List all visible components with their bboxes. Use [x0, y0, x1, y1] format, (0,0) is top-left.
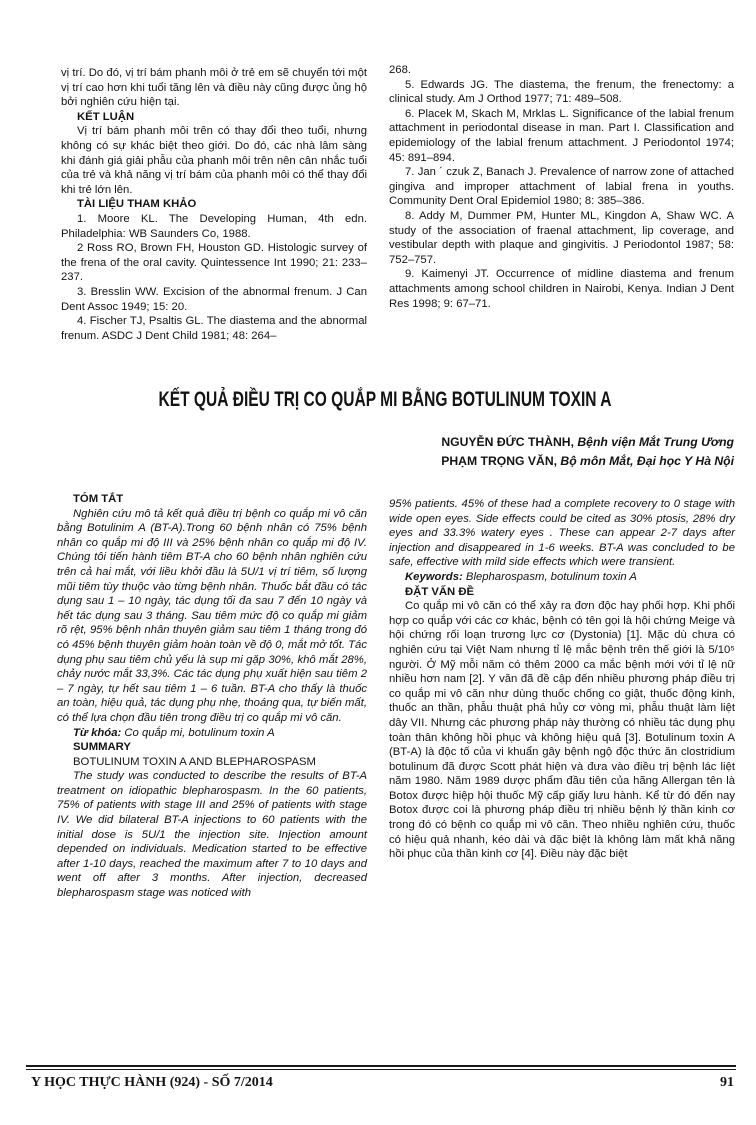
author-affiliation: Bộ môn Mắt, Đại học Y Hà Nội [560, 454, 734, 468]
reference-item: 4. Fischer TJ, Psaltis GL. The diastema and the abnormal frenum. ASDC J Dent Child 1981; 48: 264– [61, 315, 367, 342]
conclusion-text: Vị trí bám phanh môi trên có thay đổi theo tuổi, nhưng không có sự khác biệt theo giới. Do đó, các nhà lâm sàng khi đánh giá giải phẫu của phanh môi trên nên cân nhắc tuổi của trẻ và khả năng vị trí bám của phanh môi có thể thay đổi khi trẻ lớn lên. [61, 125, 367, 196]
reference-item: 9. Kaimenyi JT. Occurrence of midline diastema and frenum attachments among school children in Nairobi, Kenya. Indian J Dent Res 1998; 9: 67–71. [389, 268, 734, 310]
keywords-label: Keywords: [405, 570, 463, 583]
article-left-column [57, 492, 367, 901]
article-authors [380, 433, 734, 471]
keywords-value: Blepharospasm, botulinum toxin A [462, 570, 637, 583]
previous-article-left-column [61, 66, 367, 343]
author-name: NGUYỄN ĐỨC THÀNH, [441, 435, 574, 449]
author-affiliation: Bệnh viện Mắt Trung Ương [577, 435, 734, 449]
reference-item: 1. Moore KL. The Developing Human, 4th edn. Philadelphia: WB Saunders Co, 1988. [61, 212, 367, 240]
author-line [380, 433, 734, 452]
previous-article-right-column [389, 63, 734, 311]
page-number: 91 [720, 1075, 734, 1090]
reference-item: 268. [389, 64, 411, 76]
reference-item: 6. Placek M, Skach M, Mrklas L. Significance of the labial frenum attachment in periodontal disease in man. Part I. Classification and epidemiology of the labial frenum attachment. J Periodontol 1974; 45: 891–894. [389, 107, 734, 164]
abstract-en-text: The study was conducted to describe the results of BT-A treatment on idiopathic blepharospasm. In the 60 patients, 75% of patients with stage III and 25% of patients with stage IV. We did bilateral BT-A injections to 60 patients with the initial dose is 5U/1 the injection site. Injection amount depended on individuals. Medication started to be effective after 1-10 days, reached the maximum after 7 to 10 days and went off after 3 months. After injection, decreased blepharospasm stage was noticed with [57, 770, 367, 900]
abstract-vi-heading: TÓM TẮT [73, 493, 124, 505]
conclusion-heading: KẾT LUẬN [77, 110, 135, 123]
keywords-label: Từ khóa: [73, 726, 122, 739]
article-title: KẾT QUẢ ĐIỀU TRỊ CO QUẮP MI BẰNG BOTULINUM TOXIN A [158, 388, 612, 411]
introduction-heading: ĐẶT VẤN ĐỀ [405, 585, 475, 598]
abstract-en-text-continued: 95% patients. 45% of these had a complete recovery to 0 stage with wide open eyes. Side effects could be cited as 30% ptosis, 28% dry eyes and 33.3% watery eyes . These can appear 2-7 days after injection and disappeared in 1-6 weeks. BT-A was concluded to be safe, effective with mild side effects which were transient. [389, 498, 735, 569]
reference-item: 7. Jan ´ czuk Z, Banach J. Prevalence of narrow zone of attached gingiva and improper attachment of labial frena in youths. Community Dent Oral Epidemiol 1980; 8: 385–386. [389, 166, 734, 208]
summary-subheading: BOTULINUM TOXIN A AND BLEPHAROSPASM [73, 755, 316, 768]
reference-item: 2 Ross RO, Brown FH, Houston GD. Histologic survey of the frena of the oral cavity. Quintessence Int 1990; 21: 233–237. [61, 242, 367, 284]
abstract-vi-keywords [57, 726, 367, 741]
reference-item: 5. Edwards JG. The diastema, the frenum, the frenectomy: a clinical study. Am J Orthod 1977; 71: 489–508. [389, 78, 734, 106]
reference-item: 3. Bresslin WW. Excision of the abnormal frenum. J Can Dent Assoc 1949; 15: 20. [61, 285, 367, 313]
author-name: PHẠM TRỌNG VĂN, [441, 454, 558, 468]
introduction-text: Co quắp mi vô căn có thể xảy ra đơn độc hay phối hợp. Khi phối hợp co quắp với các cơ khác, bệnh có tên gọi là hội chứng Meige và hội chứng rối loạn trương lực cơ (Dystonia) [1]. Mặc dù chưa có nghiên cứu tại Việt Nam nhưng tỉ lệ mắc bệnh trên thế giới là 5/10⁵ người. Ở Mỹ mỗi năm có thêm 2000 ca mắc bệnh mới với tỉ lệ nữ nhiều hơn nam [2]. Y văn đã đề cập đến nhiều phương pháp điều trị co quắp mi vô căn như dùng thuốc chống co giật, thuốc động kinh, thuốc an thần, phẫu thuật phá hủy cơ vòng mi, phẫu thuật làm liệt dây VII. Nhưng các phương pháp này thường có nhiều tác dụng phụ toàn thân không hồi phục và không hiệu quả [3]. Botulinum toxin A (BT-A) là độc tố của vi khuẩn gây bệnh ngộ độc thức ăn clostridium botulinum đã được Scott phát hiện và đưa vào điều trị bệnh lác liệt năm 1980. Năm 1989 dược phẩm đầu tiên của hãng Allergan tên là Botox được hiệp hội thuốc Mỹ cấp giấy lưu hành. Kể từ đó đến nay Botox được coi là phương pháp điều trị nhiều bệnh lý thần kinh cơ trong đó có bệnh co quắp mi vô căn. Theo nhiều nghiên cứu, thuốc có hiệu quả nhanh, kéo dài và đặc biệt là không làm mất khả năng hồi phục của thần kinh cơ [4]. Điều này đặc biệt [389, 600, 735, 861]
article-right-column [389, 497, 735, 862]
author-line [380, 452, 734, 471]
reference-item: 8. Addy M, Dummer PM, Hunter ML, Kingdon A, Shaw WC. A study of the association of fraenal attachment, lip coverage, and vestibular depth with plaque and gingivitis. J Periodontol 1987; 58: 752–757. [389, 209, 734, 266]
previous-article-discussion-end: vị trí. Do đó, vị trí bám phanh môi ở trẻ em sẽ chuyển tới một vị trí cao hơn khi tuổi tăng lên và điều này cũng được ủng hộ bởi nghiên cứu hiện tại. [61, 67, 367, 109]
summary-heading: SUMMARY [73, 741, 131, 754]
footer-rule [26, 1065, 736, 1067]
footer-rule-thin [26, 1069, 736, 1070]
journal-footer: Y HỌC THỰC HÀNH (924) - SỐ 7/2014 [31, 1075, 273, 1090]
abstract-en-keywords [389, 570, 735, 585]
keywords-value: Co quắp mi, botulinum toxin A [121, 726, 275, 739]
references-heading: TÀI LIỆU THAM KHẢO [77, 198, 197, 211]
abstract-vi-text: Nghiên cứu mô tả kết quả điều trị bệnh co quắp mi vô căn bằng Botulinim A (BT-A).Trong 60 bệnh nhân có 75% bệnh nhân co quắp mi độ III và 25% bệnh nhân co quắp mi độ IV. Chúng tôi tiến hành tiêm BT-A cho 60 bệnh nhân nghiên cứu trên cả hai mắt, với liều khởi đầu là 5U/1 vị trí tiêm, số lượng mũi tiêm tùy thuộc vào từng bệnh nhân. Thuốc bắt đầu có tác dụng sau 1 – 10 ngày, tác dụng tối đa sau 7 đến 10 ngày và hết tác dụng sau 3 tháng. Sau tiêm mức độ co quắp mi giảm rõ rệt, 95% bệnh nhân thuyên giảm sau tiêm 1 tháng trong đó có 45% bệnh thuyên giảm hoàn toàn về độ 0, mắt mở tốt. Tác dụng phụ sau tiêm chủ yếu là sụp mi gặp 30%, khô mắt 28%, chảy nước mắt 33,3%. Các tác dụng phụ xuất hiện sau tiêm 2 – 7 ngày, tự hết sau tiêm 1 – 6 tuần. BT-A cho thấy là thuốc an toàn, hiệu quả, tác dụng phụ nhẹ, thoáng qua, tự biến mất, có thể lựa chọn đầu tiên trong điều trị co quắp mi vô căn. [57, 507, 367, 724]
